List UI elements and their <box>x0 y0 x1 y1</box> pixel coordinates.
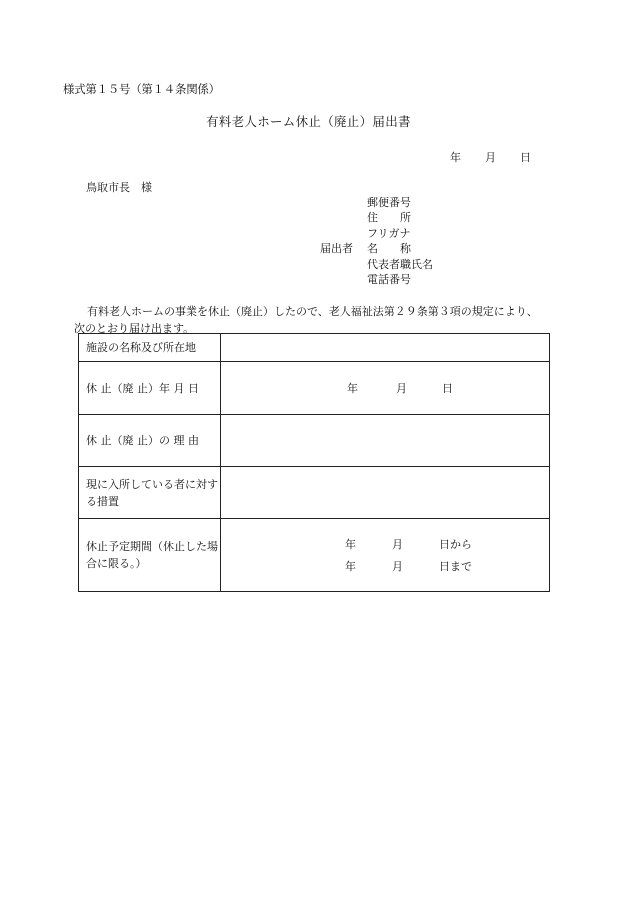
reason-label: 休 止（廃 止）の 理 由 <box>79 415 221 467</box>
period-from-year: 年 <box>345 538 356 551</box>
form-number: 様式第１５号（第１４条関係） <box>63 82 220 96</box>
furigana-label: フリガナ <box>367 227 411 240</box>
period-to-day: 日まで <box>439 560 472 573</box>
suspension-day: 日 <box>442 382 453 395</box>
statement-line-1: 有料老人ホームの事業を休止（廃止）したので、老人福祉法第２９条第３項の規定により、 <box>87 305 538 318</box>
addressee: 鳥取市長 様 <box>86 181 152 194</box>
date-month: 月 <box>485 151 496 164</box>
facility-name-label: 施設の名称及び所在地 <box>79 334 221 362</box>
period-to-year: 年 <box>345 560 356 573</box>
table-row <box>79 519 550 592</box>
table-row <box>79 362 550 415</box>
postal-code-label: 郵便番号 <box>367 196 411 209</box>
period-to-month: 月 <box>392 560 403 573</box>
suspension-date-label: 休 止（廃 止）年 月 日 <box>79 362 221 415</box>
phone-label: 電話番号 <box>367 273 411 286</box>
reason-cell[interactable] <box>221 415 550 467</box>
name-label: 名 称 <box>367 242 411 255</box>
period-from-day: 日から <box>439 538 472 551</box>
suspension-period-label: 休止予定期間（休止した場合に限る。） <box>79 519 221 592</box>
resident-measures-label: 現に入所している者に対する措置 <box>79 467 221 519</box>
document-title: 有料老人ホーム休止（廃止）届出書 <box>206 114 411 129</box>
notification-statement <box>74 303 564 337</box>
representative-label: 代表者職氏名 <box>367 258 433 271</box>
table-row <box>79 415 550 467</box>
facility-name-cell[interactable] <box>221 334 550 362</box>
date-day: 日 <box>520 151 531 164</box>
statement-line-2: 次のとおり届け出ます。 <box>74 322 195 335</box>
resident-measures-cell[interactable] <box>221 467 550 519</box>
table-row <box>79 467 550 519</box>
applicant-label: 届出者 <box>320 242 353 255</box>
suspension-date-cell[interactable] <box>221 362 550 415</box>
period-from-month: 月 <box>392 538 403 551</box>
notification-table <box>78 333 550 592</box>
suspension-year: 年 <box>347 382 358 395</box>
suspension-period-cell[interactable] <box>221 519 550 592</box>
table-row <box>79 334 550 362</box>
date-year: 年 <box>450 151 461 164</box>
suspension-month: 月 <box>396 382 407 395</box>
address-label: 住 所 <box>367 211 411 224</box>
